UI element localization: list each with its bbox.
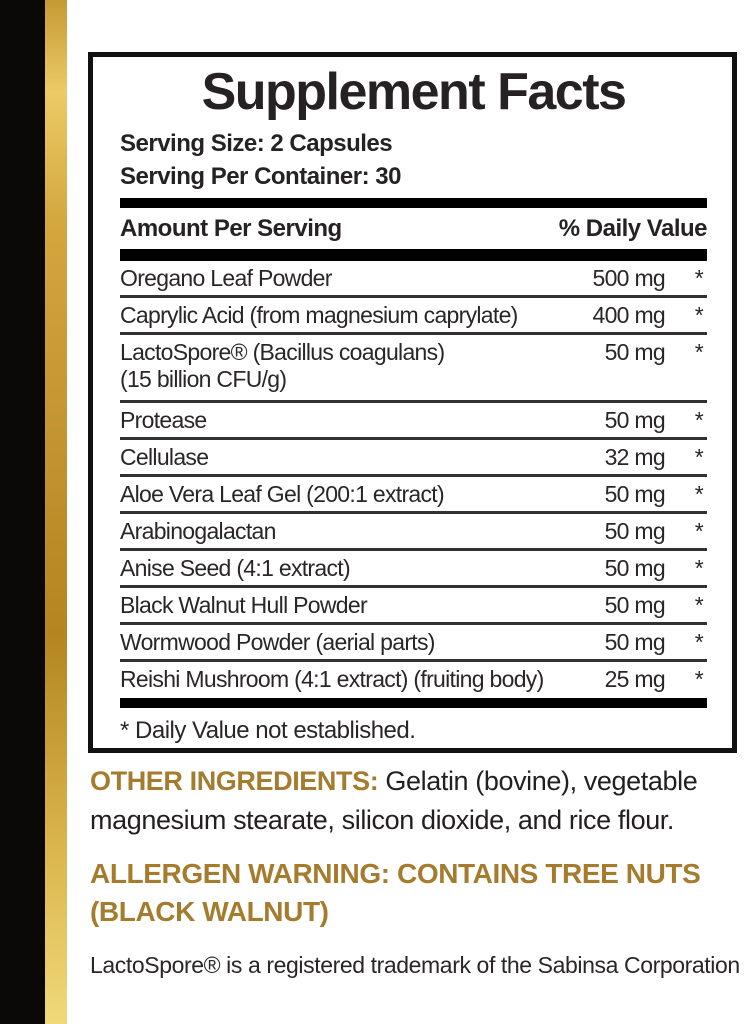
- table-row: [120, 662, 707, 696]
- servings-per-container: Serving Per Container: 30: [120, 163, 401, 190]
- ingredient-amount: 500 mg: [592, 265, 665, 291]
- serving-size: Serving Size: 2 Capsules: [120, 130, 393, 157]
- ingredient-amount: 50 mg: [604, 481, 665, 507]
- ingredient-dv: *: [694, 265, 703, 291]
- ingredient-name: [120, 518, 570, 545]
- ingredient-dv: *: [694, 407, 703, 433]
- ingredient-amount: 50 mg: [604, 592, 665, 618]
- ingredient-name: [120, 444, 570, 471]
- other-ingredients-paragraph: [90, 762, 750, 840]
- ingredient-amount: 50 mg: [604, 555, 665, 581]
- ingredient-name-line1: LactoSpore® (Bacillus coagulans): [120, 339, 445, 365]
- ingredient-name-line2: (15 billion CFU/g): [120, 366, 287, 392]
- ingredient-dv: *: [694, 481, 703, 507]
- ingredient-amount: 50 mg: [604, 518, 665, 544]
- table-row: [120, 588, 707, 625]
- supplement-facts-panel: [88, 52, 737, 753]
- column-header-row: [120, 208, 707, 249]
- ingredient-dv: *: [694, 444, 703, 470]
- ingredient-name: [120, 629, 570, 656]
- ingredient-name: [120, 555, 570, 582]
- ingredient-name: [120, 592, 570, 619]
- ingredient-name: [120, 302, 570, 329]
- table-row: [120, 335, 707, 403]
- ingredient-name: [120, 407, 570, 434]
- ingredient-dv: *: [694, 666, 703, 692]
- trademark-note: LactoSpore® is a registered trademark of the Sabinsa Corporation: [90, 952, 740, 978]
- table-row: [120, 440, 707, 477]
- table-row: [120, 514, 707, 551]
- ingredient-name: [120, 265, 570, 292]
- table-row: [120, 403, 707, 440]
- table-row: [120, 298, 707, 335]
- table-row: [120, 261, 707, 298]
- supplement-facts-title: Supplement Facts: [201, 63, 626, 121]
- daily-value-footnote: * Daily Value not established.: [120, 717, 416, 744]
- allergen-warning: ALLERGEN WARNING: CONTAINS TREE NUTS (BLACK WALNUT): [90, 858, 701, 927]
- thick-rule-top: [120, 198, 707, 208]
- thick-rule-header: [120, 249, 707, 261]
- table-row: [120, 625, 707, 662]
- serving-info: [120, 127, 707, 193]
- table-row: [120, 551, 707, 588]
- gold-stripe: [45, 0, 67, 1024]
- ingredient-name: [120, 666, 570, 693]
- ingredient-name-line1: Arabinogalactan: [120, 518, 276, 544]
- ingredient-dv: *: [694, 518, 703, 544]
- ingredient-name-line1: Wormwood Powder (aerial parts): [120, 629, 435, 655]
- ingredient-amount: 25 mg: [604, 666, 665, 692]
- ingredient-amount: 400 mg: [592, 302, 665, 328]
- ingredient-name-line1: Oregano Leaf Powder: [120, 265, 332, 291]
- ingredient-name-line1: Anise Seed (4:1 extract): [120, 555, 350, 581]
- supplement-facts-content: [93, 63, 732, 745]
- ingredient-amount: 50 mg: [604, 629, 665, 655]
- ingredient-name: [120, 481, 570, 508]
- left-black-stripe: [0, 0, 45, 1024]
- thick-rule-bottom: [120, 698, 707, 708]
- ingredient-dv: *: [694, 629, 703, 655]
- daily-value-header: % Daily Value: [558, 215, 707, 242]
- ingredient-name-line1: Protease: [120, 407, 207, 433]
- table-row: [120, 477, 707, 514]
- ingredient-name: [120, 339, 570, 393]
- ingredient-dv: *: [694, 555, 703, 581]
- ingredient-dv: *: [694, 302, 703, 328]
- other-ingredients-text: Gelatin (bovine), vegetable magnesium stearate, silicon dioxide, and rice flour.: [90, 766, 698, 835]
- amount-per-serving-header: Amount Per Serving: [120, 215, 342, 242]
- other-ingredients-label: OTHER INGREDIENTS:: [90, 766, 379, 796]
- ingredient-name-line1: Reishi Mushroom (4:1 extract) (fruiting body): [120, 666, 544, 692]
- ingredient-name-line1: Caprylic Acid (from magnesium caprylate): [120, 302, 518, 328]
- ingredient-rows: [120, 261, 707, 696]
- ingredient-name-line1: Black Walnut Hull Powder: [120, 592, 367, 618]
- ingredient-amount: 50 mg: [604, 339, 665, 365]
- ingredient-dv: *: [694, 339, 703, 365]
- ingredient-dv: *: [694, 592, 703, 618]
- ingredient-name-line1: Cellulase: [120, 444, 209, 470]
- ingredient-amount: 32 mg: [604, 444, 665, 470]
- ingredient-amount: 50 mg: [604, 407, 665, 433]
- ingredient-name-line1: Aloe Vera Leaf Gel (200:1 extract): [120, 481, 444, 507]
